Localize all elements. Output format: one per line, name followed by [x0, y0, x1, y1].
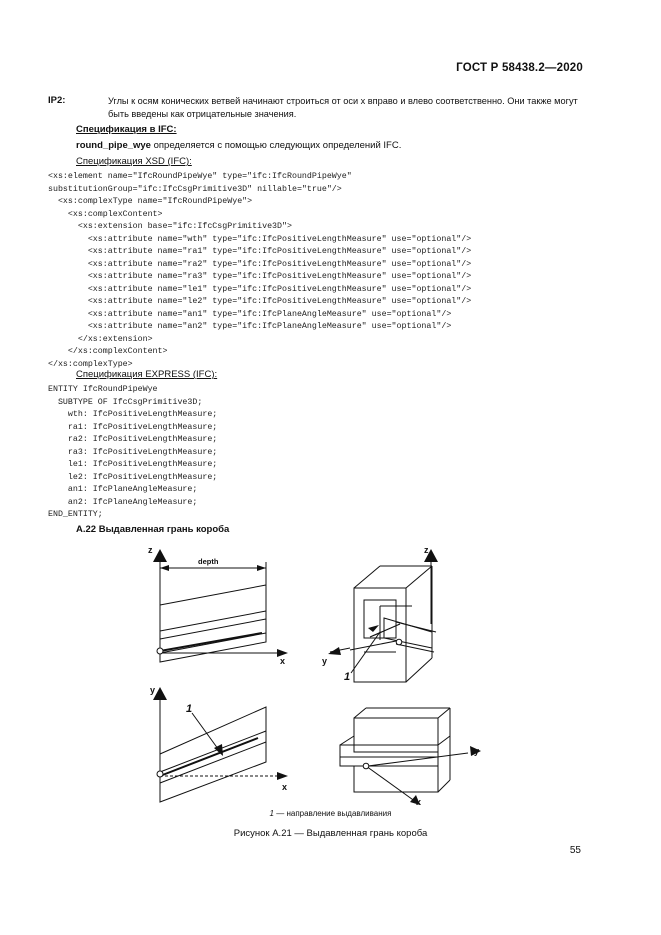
spec-express-heading: Спецификация EXPRESS (IFC):: [76, 369, 218, 380]
note-text: Углы к осям конических ветвей начинают строиться от оси x вправо и влево соответственно. Они также могут быть введены как отрицательные значения.: [108, 96, 578, 119]
z-arrow: [153, 549, 167, 562]
label-depth: depth: [198, 557, 219, 566]
origin-point: [157, 648, 163, 654]
spec-xsd-line: <xs:attribute name="le1" type="ifc:IfcPositiveLengthMeasure" use="optional"/>: [48, 284, 472, 294]
spec-xsd-line: <xs:attribute name="ra3" type="ifc:IfcPositiveLengthMeasure" use="optional"/>: [48, 272, 472, 281]
spec-xsd-line: </xs:complexContent>: [48, 347, 168, 356]
spec-xsd-line: <xs:attribute name="an2" type="ifc:IfcPlaneAngleMeasure" use="optional"/>: [48, 322, 452, 331]
x-axis-iso2: [366, 766, 416, 802]
spec-xsd-line: <xs:complexContent>: [48, 209, 163, 219]
y-axis-iso2: [368, 753, 468, 766]
spec-xsd-line: <xs:attribute name="le2" type="ifc:IfcPositiveLengthMeasure" use="optional"/>: [48, 297, 472, 306]
spec-ifc-definition: [76, 140, 401, 151]
label-x: x: [280, 656, 286, 666]
view-plan: [153, 687, 288, 802]
spec-xsd-heading: Спецификация XSD (IFC):: [76, 156, 192, 167]
iso2-top-block: [354, 718, 438, 752]
view-isometric-2: [340, 708, 481, 805]
spec-xsd-line: <xs:attribute name="ra1" type="ifc:IfcPositiveLengthMeasure" use="optional"/>: [48, 247, 472, 256]
spec-express-line: le1: IfcPositiveLengthMeasure;: [48, 460, 218, 469]
spec-ifc-heading: Спецификация в IFC:: [76, 124, 177, 135]
spec-express-line: END_ENTITY;: [48, 510, 103, 519]
spec-xsd-line: <xs:complexType name="IfcRoundPipeWye">: [48, 197, 253, 206]
label-y-iso: y: [322, 656, 328, 666]
spec-express-line: ra2: IfcPositiveLengthMeasure;: [48, 435, 218, 444]
figure-extruded-area: [140, 540, 510, 808]
legend-number: 1: [269, 809, 274, 818]
spec-express-line: ra3: IfcPositiveLengthMeasure;: [48, 447, 218, 457]
spec-xsd-line: </xs:extension>: [48, 334, 153, 344]
spec-express-line: SUBTYPE OF IfcCsgPrimitive3D;: [48, 397, 203, 407]
label-x-iso2: x: [416, 797, 422, 807]
xsd-code-block: [48, 171, 471, 371]
spec-express-line: an2: IfcPlaneAngleMeasure;: [48, 497, 198, 507]
entity-name: round_pipe_wye: [76, 140, 151, 151]
spec-xsd-line: <xs:attribute name="ra2" type="ifc:IfcPositiveLengthMeasure" use="optional"/>: [48, 259, 472, 269]
definition-text: определяется с помощью следующих определений IFC.: [150, 140, 402, 151]
iso-profile: [384, 618, 432, 648]
callout-number-iso: 1: [344, 671, 351, 683]
spec-xsd-line: substitutionGroup="ifc:IfcCsgPrimitive3D" nillable="true"/>: [48, 184, 342, 194]
label-z: z: [148, 545, 153, 555]
label-y-iso2: y: [474, 746, 480, 756]
spec-express-line: le2: IfcPositiveLengthMeasure;: [48, 472, 218, 482]
view-elevation: [153, 549, 288, 662]
page-number: 55: [569, 845, 581, 856]
label-x-plan: x: [282, 782, 288, 792]
spec-xsd-line: </xs:complexType>: [48, 359, 133, 369]
document-header: ГОСТ Р 58438.2—2020: [456, 62, 583, 74]
spec-express-line: an1: IfcPlaneAngleMeasure;: [48, 485, 198, 494]
spec-express-line: wth: IfcPositiveLengthMeasure;: [48, 410, 218, 419]
spec-xsd-line: <xs:extension base="ifc:IfcCsgPrimitive3D">: [48, 222, 292, 231]
section-title: A.22 Выдавленная грань короба: [76, 524, 230, 535]
spec-express-line: ra1: IfcPositiveLengthMeasure;: [48, 422, 218, 432]
spec-express-line: ENTITY IfcRoundPipeWye: [48, 385, 158, 394]
spec-xsd-line: <xs:attribute name="wth" type="ifc:IfcPositiveLengthMeasure" use="optional"/>: [48, 234, 472, 244]
note-term: IP2:: [48, 95, 66, 106]
label-y-plan: y: [150, 685, 156, 695]
view-isometric: [328, 549, 438, 682]
spec-xsd-line: <xs:attribute name="an1" type="ifc:IfcPlaneAngleMeasure" use="optional"/>: [48, 309, 452, 319]
label-z-iso: z: [424, 545, 429, 555]
express-code-block: [48, 384, 217, 522]
legend-text: — направление выдавливания: [274, 809, 392, 818]
spec-xsd-line: <xs:element name="IfcRoundPipeWye" type="ifc:IfcRoundPipeWye": [48, 172, 352, 181]
callout-number-plan: 1: [186, 703, 193, 715]
figure-caption: Рисунок А.21 — Выдавленная грань короба: [233, 828, 428, 839]
figure-legend: [0, 809, 661, 818]
